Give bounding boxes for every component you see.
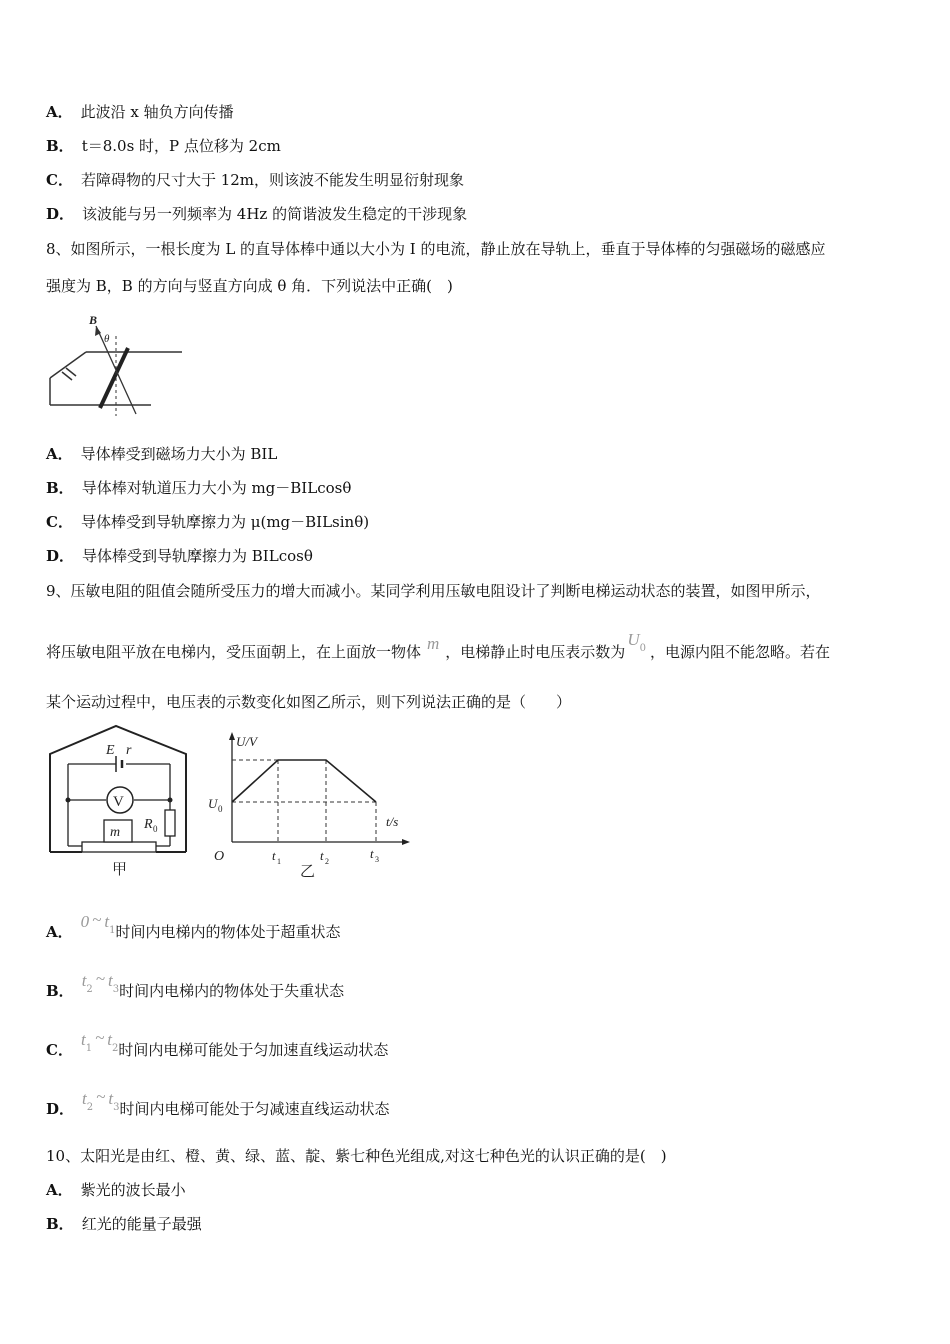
q10-option-b: [46, 1214, 202, 1234]
q9-option-d: [46, 1087, 390, 1122]
u0-symbol: U: [627, 630, 640, 649]
q9-option-a: [46, 910, 341, 945]
t3-label: t: [370, 846, 374, 861]
q10-option-a: [46, 1180, 186, 1200]
option-text: t＝8.0s 时，P 点位移为 2cm: [81, 137, 281, 155]
q8-option-d: [46, 546, 313, 566]
q7-option-b: [46, 136, 281, 156]
q8-figure: [46, 310, 186, 420]
resistor-label: R: [144, 817, 153, 832]
range-tilde: ~: [95, 969, 105, 988]
range-tilde: ~: [95, 1028, 105, 1047]
range-start-subscript: 2: [86, 984, 93, 995]
option-text: 红光的能量子最强: [81, 1215, 202, 1233]
x-axis-label: t/s: [386, 814, 399, 829]
q9-figure-yi: [204, 730, 414, 880]
stem-text-c: ，电源内阻不能忽略。若在: [649, 643, 830, 661]
option-text: 若障碍物的尺寸大于 12m，则该波不能发生明显衍射现象: [80, 171, 465, 189]
range-end-subscript: 1: [109, 925, 116, 936]
range-end-subscript: 3: [113, 1102, 120, 1113]
q7-option-d: [46, 204, 467, 224]
option-text: 此波沿 x 轴负方向传播: [80, 103, 234, 121]
option-text: 导体棒受到磁场力大小为 BIL: [80, 445, 278, 463]
range-start: t: [80, 1030, 86, 1049]
option-label: C．: [46, 513, 73, 531]
q9-option-c: [46, 1028, 389, 1063]
option-text: 时间内电梯可能处于匀减速直线运动状态: [119, 1100, 390, 1118]
option-text: 导体棒受到导轨摩擦力为 BILcosθ: [82, 547, 313, 565]
option-label: B．: [46, 1215, 74, 1233]
q10-stem: 10、太阳光是由红、橙、黄、绿、蓝、靛、紫七种色光组成,对这七种色光的认识正确的是( ): [46, 1147, 667, 1165]
range-start-subscript: 2: [86, 1102, 94, 1113]
figure-jia-caption: 甲: [112, 862, 128, 878]
option-label: D．: [46, 205, 75, 223]
q7-option-a: [46, 102, 234, 122]
option-text: 时间内电梯内的物体处于失重状态: [119, 982, 345, 1000]
option-label: A．: [46, 445, 73, 463]
m-symbol: m: [427, 634, 440, 653]
option-label: A．: [46, 923, 73, 941]
range-tilde: ~: [92, 910, 102, 929]
option-text: 时间内电梯可能处于匀加速直线运动状态: [118, 1041, 389, 1059]
option-label: A．: [46, 1181, 73, 1199]
voltmeter-label: V: [113, 794, 124, 810]
option-text: 导体棒对轨道压力大小为 mg－BILcosθ: [81, 479, 352, 497]
mass-label: m: [110, 825, 121, 840]
q8-option-a: [46, 444, 277, 464]
option-text: 该波能与另一列频率为 4Hz 的简谐波发生稳定的干涉现象: [82, 205, 468, 223]
range-end: t: [108, 1089, 114, 1108]
t3-subscript: 3: [375, 855, 379, 864]
option-label: C．: [46, 171, 73, 189]
t1-subscript: 1: [277, 857, 281, 866]
option-label: B．: [46, 137, 74, 155]
theta-label: θ: [104, 333, 110, 345]
q9-option-b: [46, 969, 345, 1004]
q9-stem-line1: 9、压敏电阻的阻值会随所受压力的增大而减小。某同学利用压敏电阻设计了判断电梯运动状态的装置，如图甲所示，: [46, 582, 821, 600]
range-end-subscript: 2: [112, 1043, 119, 1054]
internal-resistance-label: r: [126, 743, 132, 758]
q8-stem-line1: 8、如图所示，一根长度为 L 的直导体棒中通以大小为 I 的电流，静止放在导轨上，垂直于导体棒的匀强磁场的磁感应: [46, 240, 826, 258]
q7-option-c: [46, 170, 464, 190]
option-label: A．: [46, 103, 73, 121]
stem-text-a: 将压敏电阻平放在电梯内，受压面朝上，在上面放一物体: [46, 643, 422, 661]
range-end-subscript: 3: [112, 984, 120, 995]
option-text: 导体棒受到导轨摩擦力为 μ(mg－BILsinθ): [80, 513, 370, 531]
resistor-subscript: 0: [153, 824, 158, 834]
t1-label: t: [272, 848, 276, 863]
range-start-subscript: 1: [85, 1043, 93, 1054]
q9-figure-jia: [46, 722, 196, 882]
q9-stem-line3: 某个运动过程中，电压表的示数变化如图乙所示，则下列说法正确的是（ ）: [46, 693, 572, 711]
q8-option-b: [46, 478, 351, 498]
range-start: t: [81, 971, 87, 990]
option-label: C．: [46, 1041, 73, 1059]
range-start: 0: [80, 912, 90, 931]
option-label: D．: [46, 547, 75, 565]
range-tilde: ~: [96, 1087, 106, 1106]
range-end: t: [108, 971, 113, 990]
u0-subscript: 0: [639, 643, 646, 654]
stem-text-b: ，电梯静止时电压表示数为: [445, 643, 626, 661]
range-end: t: [104, 912, 110, 931]
range-end: t: [107, 1030, 112, 1049]
y-axis-label: U/V: [236, 734, 257, 749]
emf-label: E: [106, 743, 115, 758]
origin-label: O: [214, 849, 225, 864]
u0-tick-label: U: [208, 796, 218, 811]
range-start: t: [82, 1089, 87, 1108]
option-label: B．: [46, 479, 74, 497]
u0-tick-subscript: 0: [218, 804, 223, 814]
q9-stem-line2: [46, 630, 830, 665]
t2-subscript: 2: [325, 857, 329, 866]
b-field-label: B: [89, 313, 98, 327]
t2-label: t: [320, 848, 324, 863]
option-label: B．: [46, 982, 74, 1000]
option-text: 时间内电梯内的物体处于超重状态: [115, 923, 341, 941]
figure-yi-caption: 乙: [300, 864, 316, 880]
q8-stem-line2: 强度为 B，B 的方向与竖直方向成 θ 角．下列说法中正确( ): [46, 277, 453, 295]
option-text: 紫光的波长最小: [80, 1181, 186, 1199]
option-label: D．: [46, 1100, 75, 1118]
q8-option-c: [46, 512, 369, 532]
